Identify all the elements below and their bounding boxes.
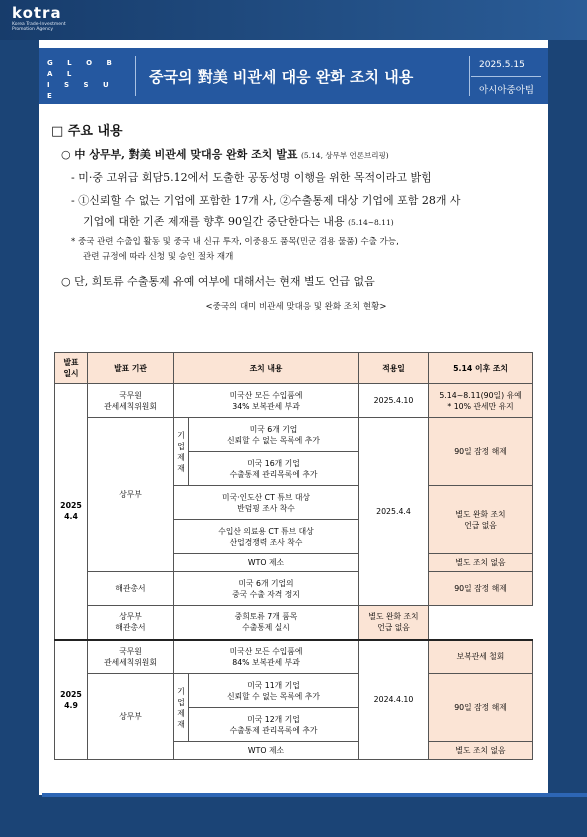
bullet-1-source: (5.14, 상무부 언론브리핑) bbox=[300, 151, 389, 160]
table-row bbox=[55, 640, 533, 674]
cell-effective: 2024.4.10 bbox=[359, 640, 429, 760]
cell-action: 미국 12개 기업 수출통제 관리목록에 추가 bbox=[189, 708, 359, 742]
sub-bullet-2-cont bbox=[83, 213, 394, 229]
cell-sublabel: 기 업 제 재 bbox=[174, 418, 189, 486]
cell-action: WTO 제소 bbox=[174, 742, 359, 760]
logo-word: kotra bbox=[12, 4, 62, 22]
cell-action: 미국 16개 기업 수출통제 관리목록에 추가 bbox=[189, 452, 359, 486]
cell-action: 미국산 모든 수입품에 84% 보복관세 부과 bbox=[174, 640, 359, 674]
table-row bbox=[55, 384, 533, 418]
cell-after: 90일 잠정 해제 bbox=[429, 674, 533, 742]
cell-action: 미국·인도산 CT 튜브 대상 반덤핑 조사 착수 bbox=[174, 486, 359, 520]
cell-effective: 2025.4.10 bbox=[359, 384, 429, 418]
table-row bbox=[55, 418, 533, 452]
kotra-logo bbox=[12, 4, 66, 32]
sub-bullet-2-period: (5.14~8.11) bbox=[348, 218, 394, 227]
cell-after: 별도 완화 조치 언급 없음 bbox=[359, 606, 429, 640]
note-1: * 중국 관련 수출입 활동 및 중국 내 신규 투자, 이중용도 품목(민군 겸용 물품) 수출 가능, bbox=[71, 237, 399, 247]
cell-org: 상무부 bbox=[88, 674, 174, 760]
document-sheet bbox=[39, 40, 548, 795]
th-date: 발표 일시 bbox=[55, 353, 88, 384]
cell-org: 상무부 bbox=[88, 418, 174, 572]
cell-action: 중희토류 7개 품목 수출통제 실시 bbox=[174, 606, 359, 640]
table-row bbox=[55, 606, 533, 640]
cell-after: 5.14~8.11(90일) 유예 * 10% 관세만 유지 bbox=[429, 384, 533, 418]
cell-org: 국무원 관세세칙위원회 bbox=[88, 384, 174, 418]
header-rule bbox=[471, 76, 541, 77]
measures-table bbox=[54, 352, 533, 760]
cell-after: 별도 조치 없음 bbox=[429, 742, 533, 760]
th-effective: 적용일 bbox=[359, 353, 429, 384]
th-org: 발표 기관 bbox=[88, 353, 174, 384]
sub-bullet-2-text: 기업에 대한 기존 제재를 향후 90일간 중단한다는 내용 bbox=[83, 215, 345, 228]
cell-after: 90일 잠정 해제 bbox=[429, 572, 533, 606]
report-header bbox=[39, 48, 548, 111]
table-row bbox=[55, 674, 533, 708]
cell-org: 상무부 해관총서 bbox=[88, 606, 174, 640]
cell-after: 보복관세 철회 bbox=[429, 640, 533, 674]
cell-org: 국무원 관세세칙위원회 bbox=[88, 640, 174, 674]
cell-action: 미국산 모든 수입품에 34% 보복관세 부과 bbox=[174, 384, 359, 418]
report-title: 중국의 對美 비관세 대응 완화 조치 내용 bbox=[149, 68, 414, 86]
top-banner bbox=[0, 0, 587, 40]
gim-line-2: I S S U E bbox=[47, 81, 115, 100]
sub-bullet-2: - ①신뢰할 수 없는 기업에 포함한 17개 사, ②수출통제 대상 기업에 포함 28개 사 bbox=[71, 194, 461, 207]
cell-after: 별도 조치 없음 bbox=[429, 554, 533, 572]
header-divider bbox=[469, 56, 470, 96]
report-dept: 아시아중아팀 bbox=[479, 85, 535, 96]
gim-line-3: MONITORING bbox=[47, 103, 114, 111]
table-header-row bbox=[55, 353, 533, 384]
cell-action: 미국 6개 기업의 중국 수출 자격 정지 bbox=[174, 572, 359, 606]
cell-sublabel: 기 업 제 재 bbox=[174, 674, 189, 742]
th-action: 조치 내용 bbox=[174, 353, 359, 384]
footer-rule bbox=[42, 793, 412, 797]
global-issue-monitoring-label bbox=[47, 58, 123, 113]
note-2: 관련 규정에 따라 신청 및 승인 절차 재개 bbox=[83, 252, 234, 262]
cell-date-group: 2025 4.9 bbox=[55, 640, 88, 760]
footer-rule-right bbox=[412, 793, 587, 797]
bullet-1-text: ○ 中 상무부, 對美 비관세 맞대응 완화 조치 발표 bbox=[61, 148, 298, 161]
cell-action: 수입산 의료용 CT 튜브 대상 산업경쟁력 조사 착수 bbox=[174, 520, 359, 554]
cell-date-group: 2025 4.4 bbox=[55, 384, 88, 640]
report-date: 2025.5.15 bbox=[479, 60, 525, 70]
cell-action: 미국 6개 기업 신뢰할 수 없는 목록에 추가 bbox=[189, 418, 359, 452]
cell-action: WTO 제소 bbox=[174, 554, 359, 572]
logo-sub2: Promotion Agency bbox=[12, 27, 54, 32]
table-row bbox=[55, 572, 533, 606]
th-after: 5.14 이후 조치 bbox=[429, 353, 533, 384]
section-heading: □ 주요 내용 bbox=[51, 124, 123, 139]
header-divider bbox=[135, 56, 136, 96]
sub-bullet-1: - 미·중 고위급 회담5.12에서 도출한 공동성명 이행을 위한 목적이라고 밝힘 bbox=[71, 171, 432, 184]
table-caption: <중국의 대미 비관세 맞대응 및 완화 조치 현황> bbox=[205, 302, 387, 312]
cell-after: 별도 완화 조치 언급 없음 bbox=[429, 486, 533, 554]
cell-after: 90일 잠정 해제 bbox=[429, 418, 533, 486]
logo-sub1: Korea Trade-Investment bbox=[12, 22, 66, 27]
cell-org: 해관총서 bbox=[88, 572, 174, 606]
cell-effective: 2025.4.4 bbox=[359, 418, 429, 606]
bullet-2: ○ 단, 희토류 수출통제 유예 여부에 대해서는 현재 별도 언급 없음 bbox=[61, 275, 375, 288]
cell-action: 미국 11개 기업 신뢰할 수 없는 목록에 추가 bbox=[189, 674, 359, 708]
gim-line-1: G L O B A L bbox=[47, 59, 118, 78]
bullet-1 bbox=[61, 146, 389, 162]
